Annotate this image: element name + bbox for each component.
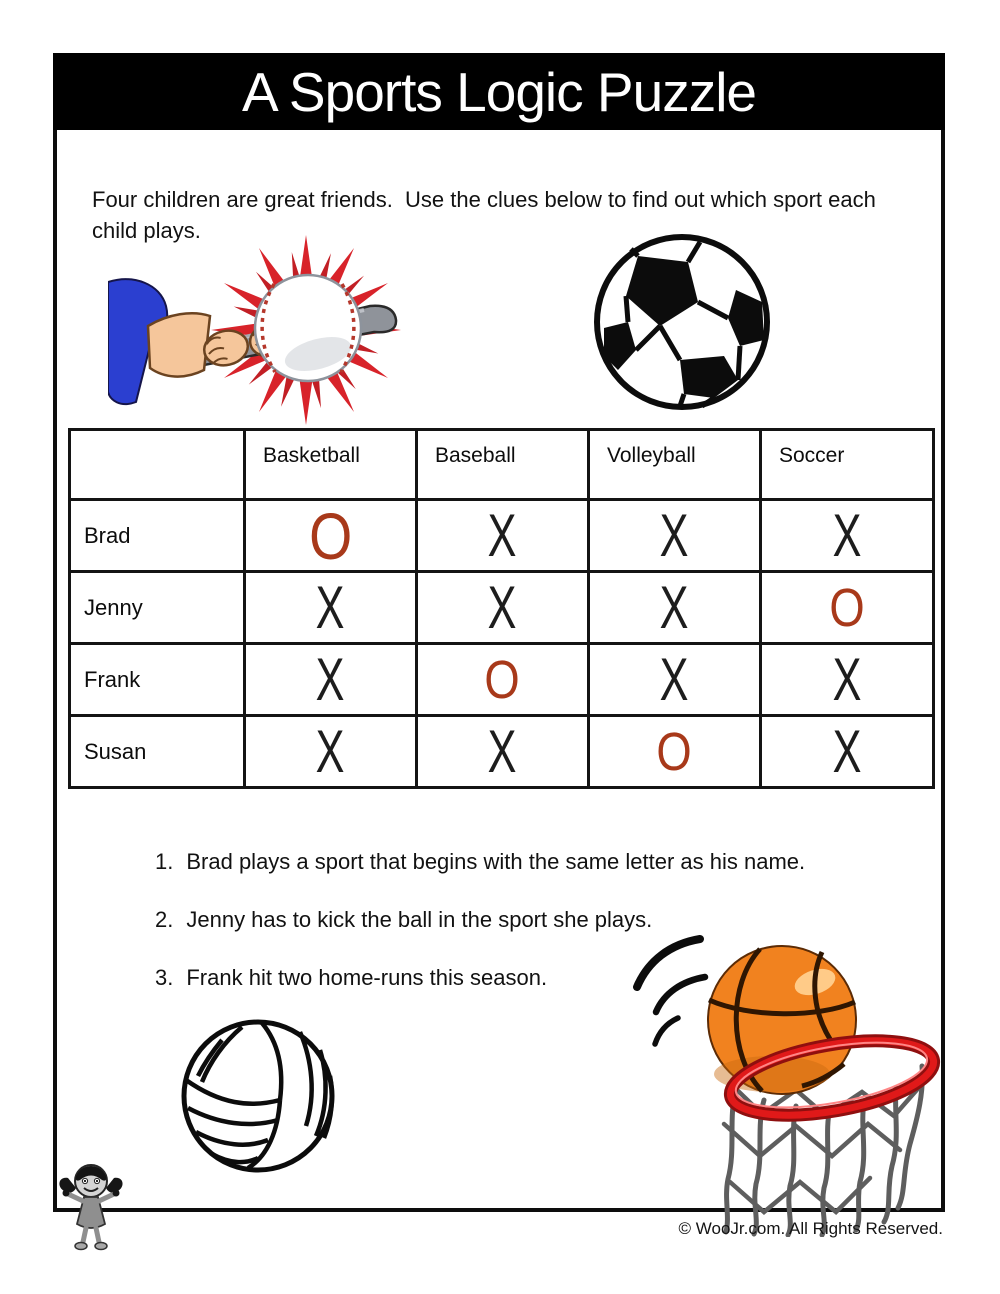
grid-cell (245, 644, 417, 716)
corner-cell (70, 430, 245, 500)
grid-cell (761, 716, 934, 788)
header-row (70, 430, 934, 500)
mark: X (660, 501, 689, 569)
row-label: Brad (70, 500, 245, 572)
grid-cell (589, 716, 761, 788)
grid-cell (761, 644, 934, 716)
intro-text: Four children are great friends. Use the clues below to find out which sport each child plays. (92, 187, 882, 243)
grid-cell (245, 500, 417, 572)
table-row-susan (70, 716, 934, 788)
mark: X (660, 645, 689, 713)
grid-cell (417, 572, 589, 644)
volleyball-illustration (178, 1010, 338, 1182)
grid-cell (761, 572, 934, 644)
soccer-ball-illustration (586, 232, 778, 412)
page-title: A Sports Logic Puzzle (241, 60, 756, 123)
mark: X (832, 645, 862, 713)
title-bar (53, 53, 945, 130)
mark: X (488, 501, 517, 569)
clue-number: 3. (155, 965, 174, 990)
grid-cell (417, 644, 589, 716)
row-label: Susan (70, 716, 245, 788)
clue-text: Brad plays a sport that begins with the same letter as his name. (186, 849, 806, 874)
logic-grid (68, 428, 935, 789)
grid-cell (589, 500, 761, 572)
table-row-jenny (70, 572, 934, 644)
column-header-baseball: Baseball (417, 430, 589, 500)
mascot-girl-illustration (56, 1156, 126, 1260)
clue-text: Jenny has to kick the ball in the sport she plays. (186, 907, 653, 932)
mark: O (829, 577, 865, 638)
clue-text: Frank hit two home-runs this season. (186, 965, 548, 990)
row-label: Jenny (70, 572, 245, 644)
mark: O (308, 498, 353, 573)
column-header-basketball: Basketball (245, 430, 417, 500)
grid-cell (417, 500, 589, 572)
grid-cell (245, 572, 417, 644)
column-header-soccer: Soccer (761, 430, 934, 500)
copyright-text: © WooJr.com. All Rights Reserved. (678, 1219, 943, 1238)
mark: O (656, 721, 693, 782)
baseball-hit-illustration (108, 230, 403, 426)
grid-cell (589, 572, 761, 644)
mark: X (316, 645, 345, 713)
grid-cell (417, 716, 589, 788)
grid-cell (761, 500, 934, 572)
clue-number: 1. (155, 849, 174, 874)
grid-cell (589, 644, 761, 716)
mark: X (316, 573, 345, 641)
mark: X (832, 501, 862, 569)
clue-number: 2. (155, 907, 174, 932)
table-row-frank (70, 644, 934, 716)
row-label: Frank (70, 644, 245, 716)
basketball-hoop-illustration (612, 924, 947, 1237)
column-header-volleyball: Volleyball (589, 430, 761, 500)
clue-item-1 (155, 848, 805, 876)
mark: X (488, 717, 517, 785)
mark: O (484, 649, 521, 710)
mark: X (660, 573, 689, 641)
mark: X (316, 717, 345, 785)
mark: X (832, 717, 862, 785)
table-row-brad (70, 500, 934, 572)
mark: X (488, 573, 517, 641)
grid-cell (245, 716, 417, 788)
